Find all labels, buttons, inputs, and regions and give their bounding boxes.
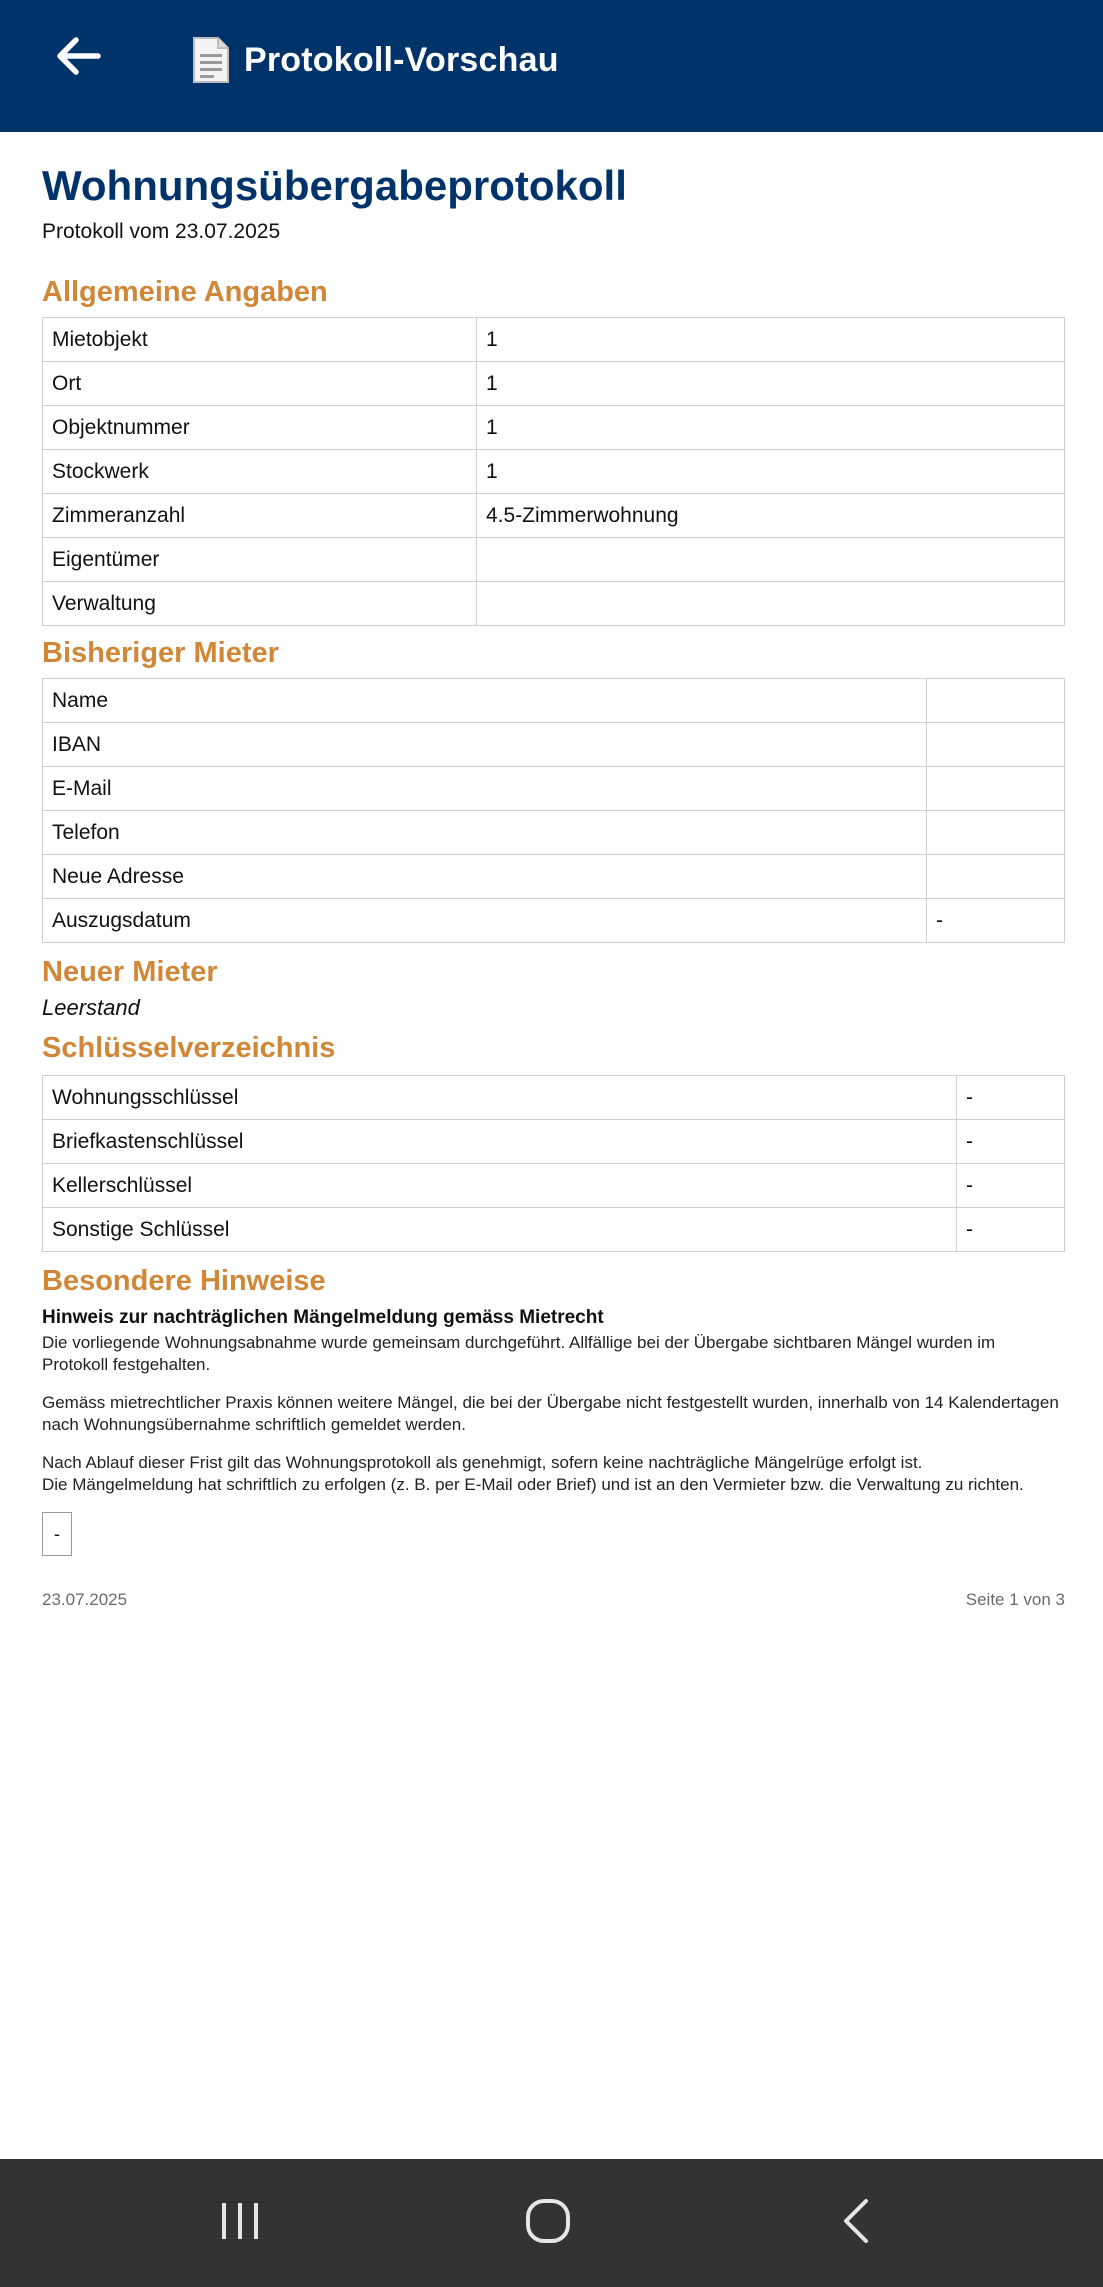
notes-value: -	[54, 1523, 60, 1544]
nav-back-button[interactable]	[806, 2187, 906, 2259]
new-tenant-note: Leerstand	[42, 995, 140, 1020]
notice-paragraph-3a: Nach Ablauf dieser Frist gilt das Wohnungsprotokoll als genehmigt, sofern keine nachträgliche Mängelrüge erfolgt ist.	[42, 1453, 923, 1472]
table-row	[43, 318, 1065, 362]
cell-value	[927, 855, 1065, 899]
footer-page: Seite 1 von 3	[965, 1590, 1065, 1609]
notice-heading: Hinweis zur nachträglichen Mängelmeldung gemäss Mietrecht	[42, 1307, 604, 1328]
table-row	[43, 538, 1065, 582]
cell-value: -	[957, 1120, 1065, 1164]
document-title: Wohnungsübergabeprotokoll	[42, 162, 627, 209]
document-subtitle: Protokoll vom 23.07.2025	[42, 220, 281, 243]
document-preview	[42, 160, 1065, 1610]
cell-label: Sonstige Schlüssel	[43, 1208, 957, 1252]
cell-label: Stockwerk	[43, 450, 477, 494]
cell-label: E-Mail	[43, 767, 927, 811]
keys-table	[42, 1075, 1065, 1252]
cell-value: 1	[477, 318, 1065, 362]
arrow-left-icon	[54, 36, 102, 81]
home-icon	[524, 2197, 572, 2250]
cell-value	[927, 767, 1065, 811]
notes-value-box	[42, 1512, 72, 1556]
cell-value	[927, 811, 1065, 855]
cell-label: IBAN	[43, 723, 927, 767]
cell-label: Telefon	[43, 811, 927, 855]
cell-label: Kellerschlüssel	[43, 1164, 957, 1208]
table-row	[43, 450, 1065, 494]
cell-label: Objektnummer	[43, 406, 477, 450]
cell-value: 1	[477, 406, 1065, 450]
table-row	[43, 767, 1065, 811]
cell-value: -	[957, 1076, 1065, 1120]
cell-value: 1	[477, 450, 1065, 494]
table-row	[43, 811, 1065, 855]
cell-label: Ort	[43, 362, 477, 406]
notice-paragraph-2: Gemäss mietrechtlicher Praxis können weitere Mängel, die bei der Übergabe nicht festgestellt wurden, innerhalb von 14 Kalendertagen nach Wohnungsübernahme schriftlich gemeldet werden.	[42, 1393, 1059, 1434]
cell-label: Name	[43, 679, 927, 723]
back-button[interactable]	[42, 28, 114, 88]
section-title-previous-tenant: Bisheriger Mieter	[42, 637, 279, 669]
app-bar	[0, 0, 1103, 132]
cell-value	[477, 538, 1065, 582]
table-row	[43, 1208, 1065, 1252]
general-table	[42, 317, 1065, 626]
cell-value	[477, 582, 1065, 626]
cell-value: -	[927, 899, 1065, 943]
app-bar-title: Protokoll-Vorschau	[244, 40, 559, 79]
cell-label: Briefkastenschlüssel	[43, 1120, 957, 1164]
cell-label: Neue Adresse	[43, 855, 927, 899]
cell-value	[927, 679, 1065, 723]
section-title-new-tenant: Neuer Mieter	[42, 956, 218, 988]
section-title-general: Allgemeine Angaben	[42, 276, 328, 308]
table-row	[43, 406, 1065, 450]
table-row	[43, 1076, 1065, 1120]
notice-paragraph-1: Die vorliegende Wohnungsabnahme wurde gemeinsam durchgeführt. Allfällige bei der Übergabe sichtbaren Mängel wurden im Protokoll festgehalten.	[42, 1333, 996, 1374]
app-bar-title-group	[190, 30, 559, 90]
cell-value: 4.5-Zimmerwohnung	[477, 494, 1065, 538]
cell-label: Eigentümer	[43, 538, 477, 582]
document-icon	[190, 36, 232, 84]
cell-label: Mietobjekt	[43, 318, 477, 362]
table-row	[43, 855, 1065, 899]
section-title-keys: Schlüsselverzeichnis	[42, 1032, 336, 1064]
table-row	[43, 494, 1065, 538]
system-navigation-bar	[0, 2159, 1103, 2287]
table-row	[43, 723, 1065, 767]
cell-label: Wohnungsschlüssel	[43, 1076, 957, 1120]
table-row	[43, 1120, 1065, 1164]
table-row	[43, 1164, 1065, 1208]
home-button[interactable]	[498, 2187, 598, 2259]
document-footer	[42, 1590, 1065, 1610]
recent-apps-icon	[218, 2201, 262, 2246]
table-row	[43, 362, 1065, 406]
cell-value: -	[957, 1208, 1065, 1252]
cell-label: Zimmeranzahl	[43, 494, 477, 538]
nav-back-icon	[838, 2197, 874, 2250]
cell-value: 1	[477, 362, 1065, 406]
recent-apps-button[interactable]	[190, 2187, 290, 2259]
cell-label: Verwaltung	[43, 582, 477, 626]
cell-value	[927, 723, 1065, 767]
section-title-notes: Besondere Hinweise	[42, 1265, 326, 1297]
table-row	[43, 582, 1065, 626]
previous-tenant-table	[42, 678, 1065, 943]
table-row	[43, 899, 1065, 943]
notice-paragraph-3b: Die Mängelmeldung hat schriftlich zu erfolgen (z. B. per E-Mail oder Brief) und ist an den Vermieter bzw. die Verwaltung zu richten.	[42, 1475, 1024, 1494]
cell-value: -	[957, 1164, 1065, 1208]
table-row	[43, 679, 1065, 723]
cell-label: Auszugsdatum	[43, 899, 927, 943]
footer-date: 23.07.2025	[42, 1590, 128, 1609]
